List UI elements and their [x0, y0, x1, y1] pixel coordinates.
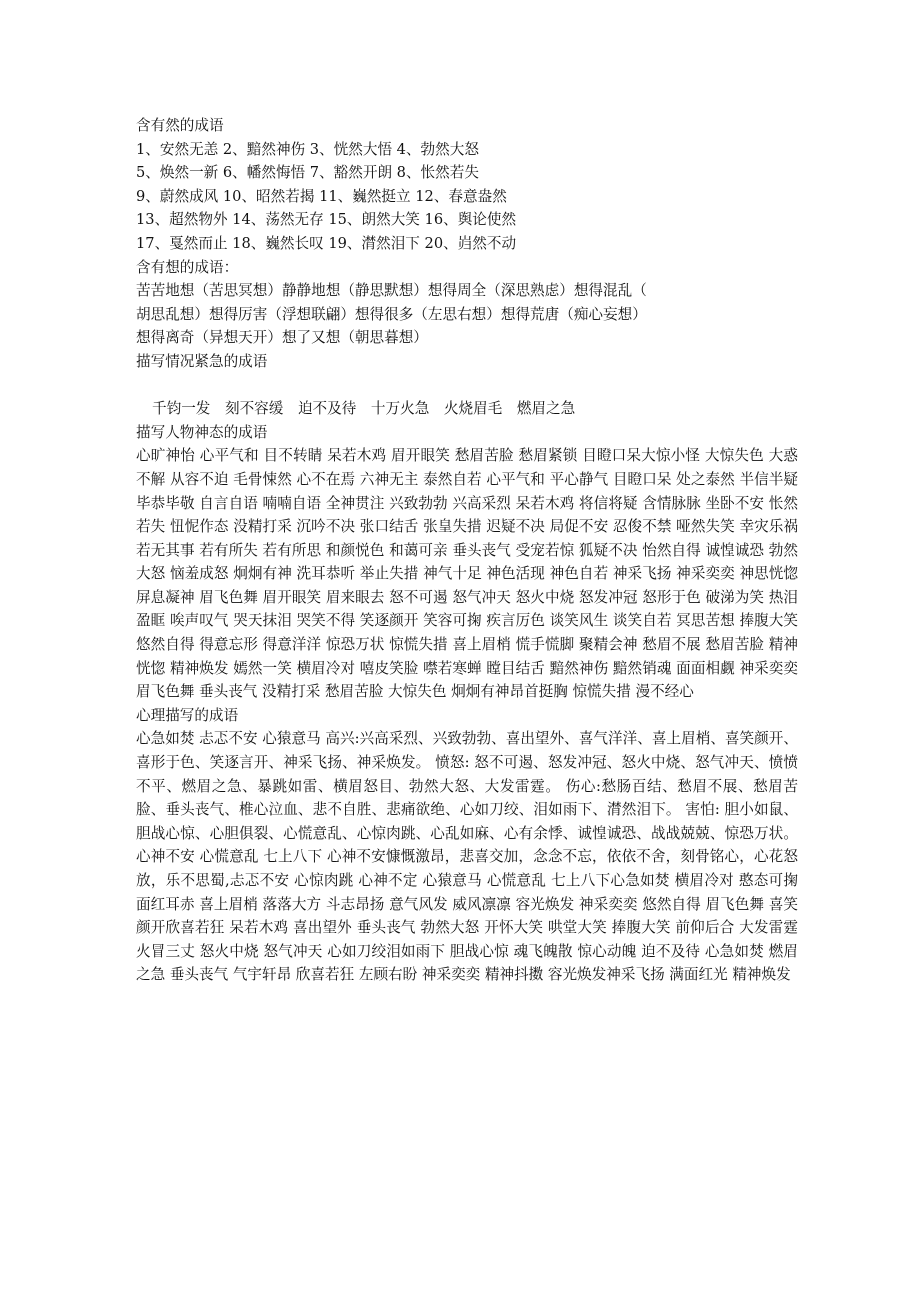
- demeanor-idioms: 心旷神怡 心平气和 目不转睛 呆若木鸡 眉开眼笑 愁眉苦脸 愁眉紧锁 目瞪口呆大惊小怪 大惊失色 大惑不解 从容不迫 毛骨悚然 心不在焉 六神无主 泰然自若 心平气和 平心静气 目瞪口呆 处之泰然 半信半疑 毕恭毕敬 自言自语 喃喃自语 全神贯注 兴致勃勃 兴高采烈 呆若木鸡 将信将疑 含情脉脉 坐卧不安 怅然若失 忸怩作态 没精打采 沉吟不决 张口结舌 张皇失措 迟疑不决 局促不安 忍俊不禁 哑然失笑 幸灾乐祸 若无其事 若有所失 若有所思 和颜悦色 和蔼可亲 垂头丧气 受宠若惊 狐疑不决 怡然自得 诚惶诚恐 勃然大怒 恼羞成怒 炯炯有神 洗耳恭听 举止失措 神气十足 神色活现 神色自若 神采飞扬 神采奕奕 神思恍惚 屏息凝神 眉飞色舞 眉开眼笑 眉来眼去 怒不可遏 怒气冲天 怒火中烧 怒发冲冠 怒形于色 破涕为笑 热泪盈眶 唉声叹气 哭天抹泪 哭笑不得 笑逐颜开 笑容可掬 疾言厉色 谈笑风生 谈笑自若 冥思苦想 捧腹大笑 悠然自得 得意忘形 得意洋洋 惊恐万状 惊慌失措 喜上眉梢 慌手慌脚 聚精会神 愁眉不展 愁眉苦脸 精神恍惚 精神焕发 嫣然一笑 横眉冷对 嘻皮笑脸 噤若寒蝉 瞠目结舌 黯然神伤 黯然销魂 面面相觑 神采奕奕 眉飞色舞 垂头丧气 没精打采 愁眉苦脸 大惊失色 炯炯有神昂首挺胸 惊慌失措 漫不经心: [136, 447, 798, 701]
- section-heading-urgent: 描写情况紧急的成语: [136, 352, 268, 370]
- section-heading-psych: 心理描写的成语: [136, 706, 239, 724]
- document-page: [136, 114, 798, 987]
- ran-line-4: 13、超然物外 14、荡然无存 15、朗然大笑 16、舆论使然: [136, 211, 517, 229]
- section-heading-xiang: 含有想的成语：: [136, 258, 239, 276]
- urgent-idioms: 千钧一发 刻不容缓 迫不及待 十万火急 火烧眉毛 燃眉之急: [152, 400, 576, 418]
- ran-line-1: 1、安然无恙 2、黯然神伤 3、恍然大悟 4、勃然大怒: [136, 140, 479, 158]
- ran-line-3: 9、蔚然成风 10、昭然若揭 11、巍然挺立 12、春意盎然: [136, 187, 507, 205]
- xiang-line-3: 想得离奇（异想天开）想了又想（朝思暮想）: [136, 329, 428, 347]
- blank-line: [136, 374, 798, 398]
- xiang-line-1: 苦苦地想（苦思冥想）静静地想（静思默想）想得周全（深思熟虑）想得混乱（: [136, 282, 647, 300]
- ran-line-5: 17、戛然而止 18、巍然长叹 19、潸然泪下 20、岿然不动: [136, 234, 517, 252]
- section-heading-demeanor: 描写人物神态的成语: [136, 423, 268, 441]
- xiang-line-2: 胡思乱想）想得厉害（浮想联翩）想得很多（左思右想）想得荒唐（痴心妄想）: [136, 305, 647, 323]
- psych-idioms: 心急如焚 忐忑不安 心猿意马 高兴:兴高采烈、兴致勃勃、喜出望外、喜气洋洋、喜上眉梢、喜笑颜开、喜形于色、笑逐言开、神采飞扬、神采焕发。 愤怒: 怒不可遏、怒发冲冠、怒火中烧、怒气冲天、愤愤不平、燃眉之急、暴跳如雷、横眉怒目、勃然大怒、大发雷霆。 伤心:愁肠百结、愁眉不展、愁眉苦脸、垂头丧气、椎心泣血、悲不自胜、悲痛欲绝、心如刀绞、泪如雨下、潸然泪下。 害怕: 胆小如鼠、胆战心惊、心胆俱裂、心慌意乱、心惊肉跳、心乱如麻、心有余悸、诚惶诚恐、战战兢兢、惊恐万状。心神不安 心慌意乱 七上八下 心神不安慷慨激昂，悲喜交加，念念不忘，依依不舍，刻骨铭心，心花怒放，乐不思蜀,忐忑不安 心惊肉跳 心神不定 心猿意马 心慌意乱 七上八下心急如焚 横眉冷对 憨态可掬 面红耳赤 喜上眉梢 落落大方 斗志昂扬 意气风发 威风凛凛 容光焕发 神采奕奕 悠然自得 眉飞色舞 喜笑颜开欣喜若狂 呆若木鸡 喜出望外 垂头丧气 勃然大怒 开怀大笑 哄堂大笑 捧腹大笑 前仰后合 大发雷霆 火冒三丈 怒火中烧 怒气冲天 心如刀绞泪如雨下 胆战心惊 魂飞魄散 惊心动魄 迫不及待 心急如焚 燃眉之急 垂头丧气 气宇轩昂 欣喜若狂 左顾右盼 神采奕奕 精神抖擞 容光焕发神采飞扬 满面红光 精神焕发: [136, 730, 798, 984]
- ran-line-2: 5、焕然一新 6、幡然悔悟 7、豁然开朗 8、怅然若失: [136, 164, 479, 182]
- section-heading-ran: 含有然的成语: [136, 117, 224, 134]
